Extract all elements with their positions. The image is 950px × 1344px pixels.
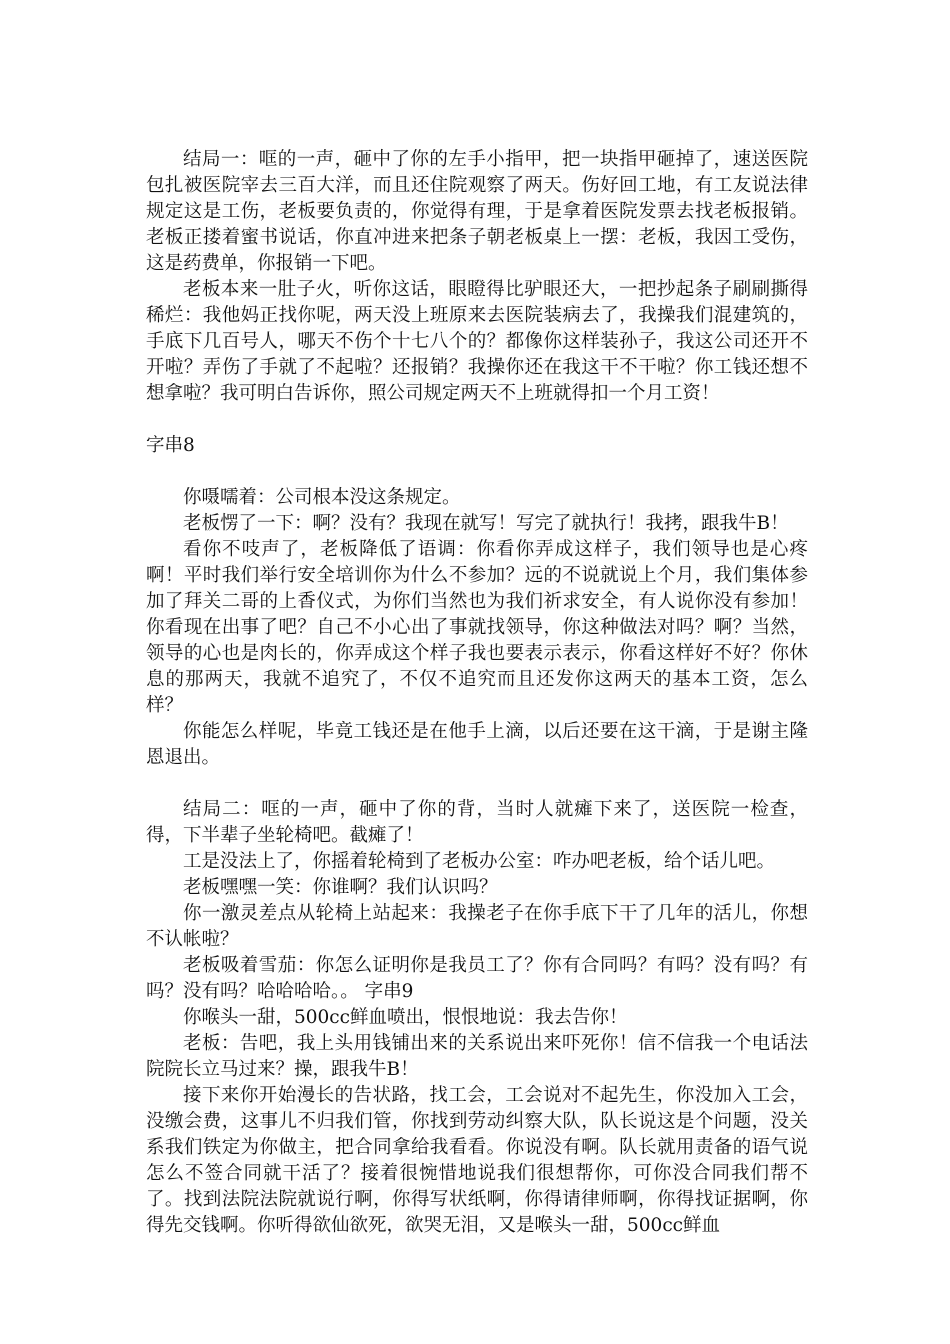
document-page <box>146 147 808 1239</box>
section-8-paragraph-1: 你嗫嚅着：公司根本没这条规定。 <box>183 487 461 508</box>
ending-two-paragraph-4: 你一激灵差点从轮椅上站起来：我操老子在你手底下干了几年的活儿，你想不认帐啦？ <box>146 903 808 950</box>
ending-two-paragraph-2: 工是没法上了，你摇着轮椅到了老板办公室：咋办吧老板，给个话儿吧。 <box>183 851 776 872</box>
ending-two-paragraph-5: 老板吸着雪茄：你怎么证明你是我员工了？你有合同吗？有吗？没有吗？有吗？没有吗？哈哈哈哈。。 字串9 <box>146 955 808 1002</box>
ending-two-paragraph-6: 你喉头一甜，500cc鲜血喷出，恨恨地说：我去告你！ <box>183 1007 628 1028</box>
section-8-paragraph-3: 看你不吱声了，老板降低了语调：你看你弄成这样子，我们领导也是心疼啊！平时我们举行安全培训你为什么不参加？远的不说就说上个月，我们集体参加了拜关二哥的上香仪式，为你们当然也为我们祈求安全，有人说你没有参加！你看现在出事了吧？自己不小心出了事就找领导，你这种做法对吗？啊？当然，领导的心也是肉长的，你弄成这个样子我也要表示表示，你看这样好不好？你休息的那两天，我就不追究了，不仅不追究而且还发你这两天的基本工资，怎么样？ <box>146 539 808 716</box>
ending-one-paragraph-2: 老板本来一肚子火，听你这话，眼瞪得比驴眼还大，一把抄起条子刷刷撕得稀烂：我他妈正找你呢，两天没上班原来去医院装病去了，我操我们混建筑的，手底下几百号人，哪天不伤个十七八个的？都像你这样装孙子，我这公司还开不开啦？弄伤了手就了不起啦？还报销？我操你还在我这干不干啦？你工钱还想不想拿啦？我可明白告诉你，照公司规定两天不上班就得扣一个月工资！ <box>146 279 808 404</box>
spacer <box>146 459 808 485</box>
ending-two-paragraph-3: 老板嘿嘿一笑：你谁啊？我们认识吗？ <box>183 877 498 898</box>
ending-two-paragraph-7: 老板：告吧，我上头用钱铺出来的关系说出来吓死你！信不信我一个电话法院院长立马过来？操，跟我牛B！ <box>146 1033 808 1080</box>
ending-one-paragraph-1: 结局一：哐的一声，砸中了你的左手小指甲，把一块指甲砸掉了，速送医院包扎被医院宰去三百大洋，而且还住院观察了两天。伤好回工地，有工友说法律规定这是工伤，老板要负责的，你觉得有理，于是拿着医院发票去找老板报销。老板正搂着蜜书说话，你直冲进来把条子朝老板桌上一摆：老板，我因工受伤，这是药费单，你报销一下吧。 <box>146 149 808 274</box>
ending-two-paragraph-1: 结局二：哐的一声，砸中了你的背，当时人就瘫下来了，送医院一检查，得，下半辈子坐轮椅吧。截瘫了！ <box>146 799 808 846</box>
section-8-paragraph-2: 老板愣了一下：啊？没有？我现在就写！写完了就执行！我拷，跟我牛B！ <box>183 513 789 534</box>
spacer <box>146 407 808 433</box>
section-8-paragraph-4: 你能怎么样呢，毕竟工钱还是在他手上滴，以后还要在这干滴，于是谢主隆恩退出。 <box>146 721 808 768</box>
ending-two-paragraph-8: 接下来你开始漫长的告状路，找工会，工会说对不起先生，你没加入工会，没缴会费，这事儿不归我们管，你找到劳动纠察大队，队长说这是个问题，没关系我们铁定为你做主，把合同拿给我看看。你说没有啊。队长就用责备的语气说怎么不签合同就干活了？接着很惋惜地说我们很想帮你，可你没合同我们帮不了。找到法院法院就说行啊，你得写状纸啊，你得请律师啊，你得找证据啊，你得先交钱啊。你听得欲仙欲死，欲哭无泪，又是喉头一甜，500cc鲜血 <box>146 1085 808 1236</box>
section-marker-8: 字串8 <box>146 435 195 456</box>
spacer <box>146 771 808 797</box>
